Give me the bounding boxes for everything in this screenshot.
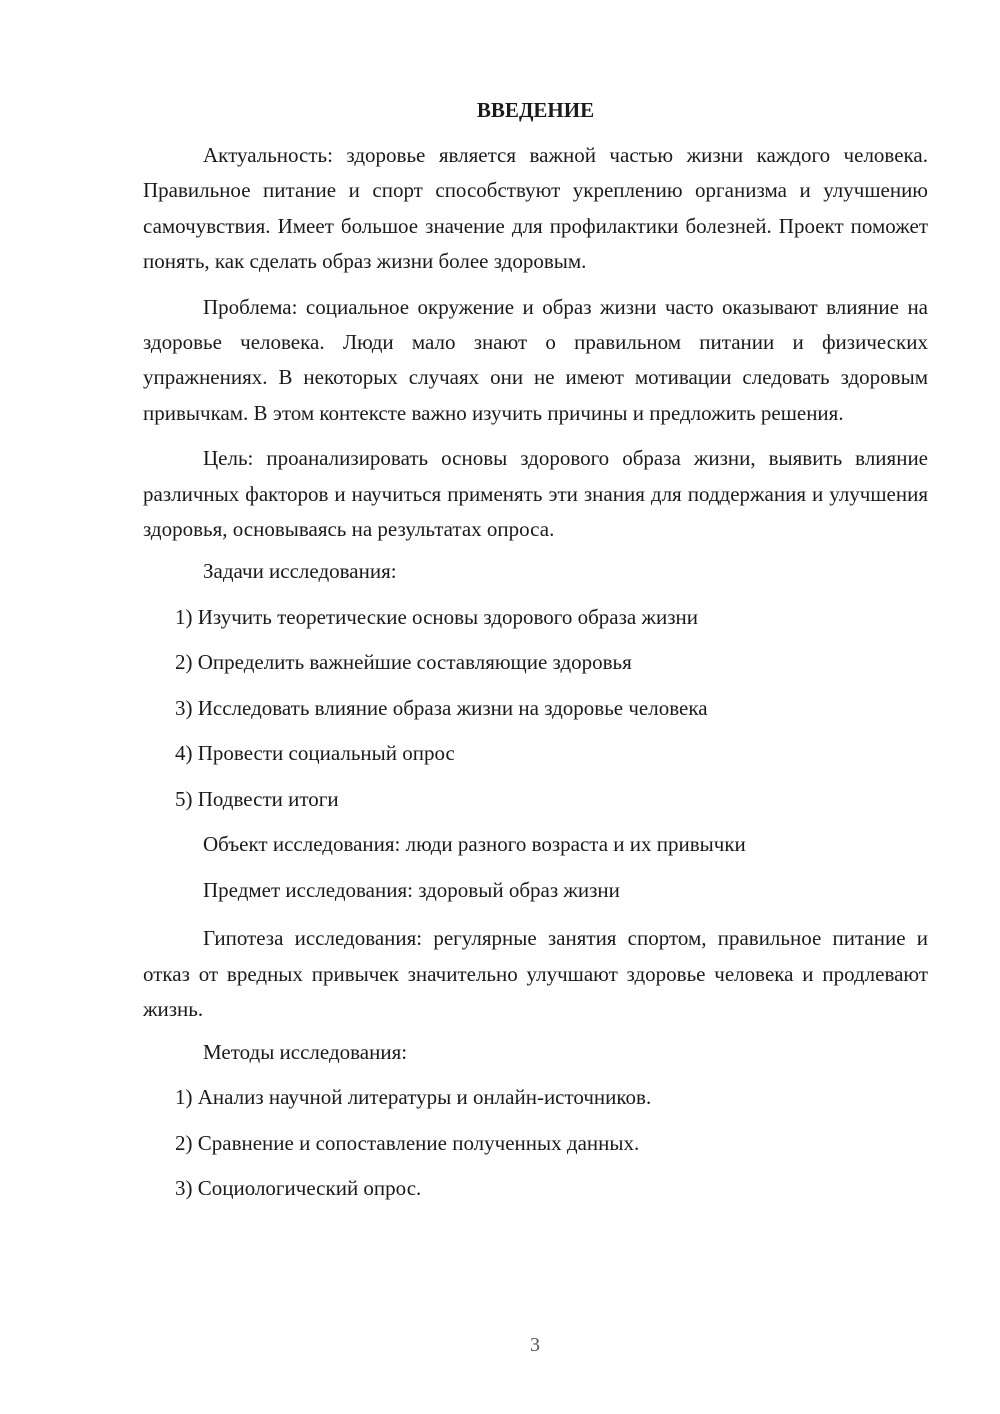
- method-item: 2) Сравнение и сопоставление полученных данных.: [175, 1130, 640, 1155]
- task-item: 2) Определить важнейшие составляющие здоровья: [175, 650, 632, 675]
- methods-list: [143, 1083, 928, 1202]
- task-item: 4) Провести социальный опрос: [175, 741, 455, 766]
- methods-heading: Методы исследования:: [203, 1039, 408, 1064]
- goal-paragraph: Цель: проанализировать основы здорового образа жизни, выявить влияние различных факторов и научиться применять эти знания для поддержания и улучшения здоровья, основываясь на результатах опроса.: [143, 446, 928, 542]
- page-title: ВВЕДЕНИЕ: [476, 98, 595, 122]
- page-number: 3: [530, 1334, 540, 1356]
- subject-line: Предмет исследования: здоровый образ жизни: [203, 877, 620, 902]
- object-line: Объект исследования: люди разного возраста и их привычки: [203, 832, 746, 857]
- document-page: [143, 92, 928, 1220]
- task-item: 3) Исследовать влияние образа жизни на здоровье человека: [175, 695, 708, 720]
- relevance-paragraph: Актуальность: здоровье является важной частью жизни каждого человека. Правильное питание и спорт способствуют укреплению организма и улучшению самочувствия. Имеет большое значение для профилактики болезней. Проект поможет понять, как сделать образ жизни более здоровым.: [143, 143, 928, 274]
- tasks-list: [143, 603, 928, 813]
- method-item: 3) Социологический опрос.: [175, 1176, 422, 1201]
- task-item: 5) Подвести итоги: [175, 786, 339, 811]
- method-item: 1) Анализ научной литературы и онлайн-источников.: [175, 1085, 652, 1110]
- hypothesis-paragraph: Гипотеза исследования: регулярные занятия спортом, правильное питание и отказ от вредных привычек значительно улучшают здоровье человека и продлевают жизнь.: [143, 926, 928, 1022]
- task-item: 1) Изучить теоретические основы здорового образа жизни: [175, 604, 699, 629]
- problem-paragraph: Проблема: социальное окружение и образ жизни часто оказывают влияние на здоровье человека. Люди мало знают о правильном питании и физических упражнениях. В некоторых случаях они не имеют мотивации следовать здоровым привычкам. В этом контексте важно изучить причины и предложить решения.: [143, 294, 928, 425]
- tasks-heading: Задачи исследования:: [203, 559, 397, 584]
